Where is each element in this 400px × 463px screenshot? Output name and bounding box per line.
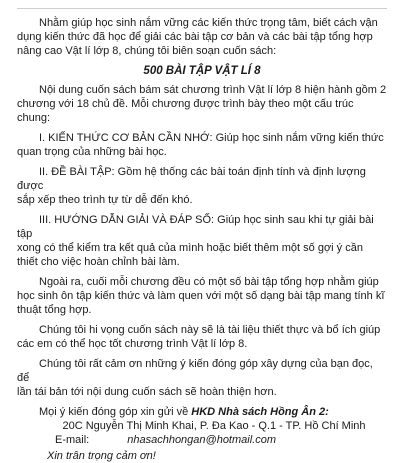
part-3-line-1: III. HƯỚNG DẪN GIẢI VÀ ĐÁP SỐ: Giúp học sinh sau khi tự giải bài tập: [17, 214, 374, 240]
closing-thanks: Xin trân trọng cảm ơn!: [47, 450, 156, 462]
email-label: E-mail:: [55, 434, 90, 446]
feedback-paragraph: [17, 357, 387, 399]
email-address: nhasachhongan@hotmail.com: [127, 434, 276, 446]
part-3-line-2: xong có thể kiểm tra kết quả của mình hoặc biết thêm một số gợi ý cần: [17, 242, 363, 254]
contact-lead: Mọi ý kiến đóng góp xin gửi về: [39, 406, 192, 418]
extra-paragraph: [17, 275, 387, 317]
feedback-line-2: lần tái bản tới nội dung cuốn sách sẽ hoàn thiện hơn.: [17, 386, 277, 398]
part-2-line-1: II. ĐỀ BÀI TẬP: Gồm hệ thống các bài toán định tính và định lượng được: [17, 166, 366, 192]
hope-line-2: các em có thể học tốt chương trình Vật lí lớp 8.: [17, 338, 248, 350]
top-rule: [17, 2, 387, 9]
email-row: [55, 433, 387, 447]
part-3-line-3: thiết cho việc hoàn chỉnh bài làm.: [17, 256, 180, 268]
hope-paragraph: [17, 323, 387, 351]
part-1-line-2: quan trọng của những bài học.: [17, 146, 167, 158]
publisher-address: 20C Nguyễn Thị Minh Khai, P. Đa Kao - Q.1 - TP. Hồ Chí Minh: [62, 420, 366, 432]
structure-paragraph: [17, 83, 387, 125]
extra-line-2: học sinh ôn tập kiến thức và làm quen với một số dạng bài tập mang tính kĩ: [17, 290, 385, 302]
part-3-paragraph: [17, 213, 387, 269]
publisher-name: HKD Nhà sách Hồng Ân 2:: [191, 406, 329, 418]
intro-paragraph: [17, 16, 387, 58]
extra-line-3: thuật tổng hợp.: [17, 304, 92, 316]
intro-line-3: nâng cao Vật lí lớp 8, chúng tôi biên soạn cuốn sách:: [17, 45, 277, 57]
extra-line-1: Ngoài ra, cuối mỗi chương đều có một số bài tập tổng hợp nhằm giúp: [39, 276, 379, 288]
part-2-line-2: sắp xếp theo trình tự từ dễ đến khó.: [17, 194, 193, 206]
hope-line-1: Chúng tôi hi vọng cuốn sách này sẽ là tài liệu thiết thực và bổ ích giúp: [39, 324, 381, 336]
structure-line-1: Nội dung cuốn sách bám sát chương trình Vật lí lớp 8 hiện hành gồm 2: [39, 84, 387, 96]
part-1-paragraph: [17, 131, 387, 159]
feedback-line-1: Chúng tôi rất cảm ơn những ý kiến đóng góp xây dựng của bạn đọc, để: [17, 358, 373, 384]
intro-line-1: Nhằm giúp học sinh nắm vững các kiến thức trọng tâm, biết cách vận: [39, 17, 378, 29]
part-2-paragraph: [17, 165, 387, 207]
book-title: 500 BÀI TẬP VẬT LÍ 8: [143, 65, 261, 77]
intro-line-2: dụng kiến thức đã học để giải các bài tập cơ bản và các bài tập tổng hợp: [17, 31, 373, 43]
contact-lead-line: [17, 405, 387, 419]
structure-line-2: chương với 18 chủ đề. Mỗi chương được trình bày theo một cấu trúc chung:: [17, 98, 354, 124]
part-1-line-1: I. KIẾN THỨC CƠ BẢN CẦN NHỚ: Giúp học sinh nắm vững kiến thức: [39, 132, 384, 144]
contact-block: [17, 405, 387, 447]
